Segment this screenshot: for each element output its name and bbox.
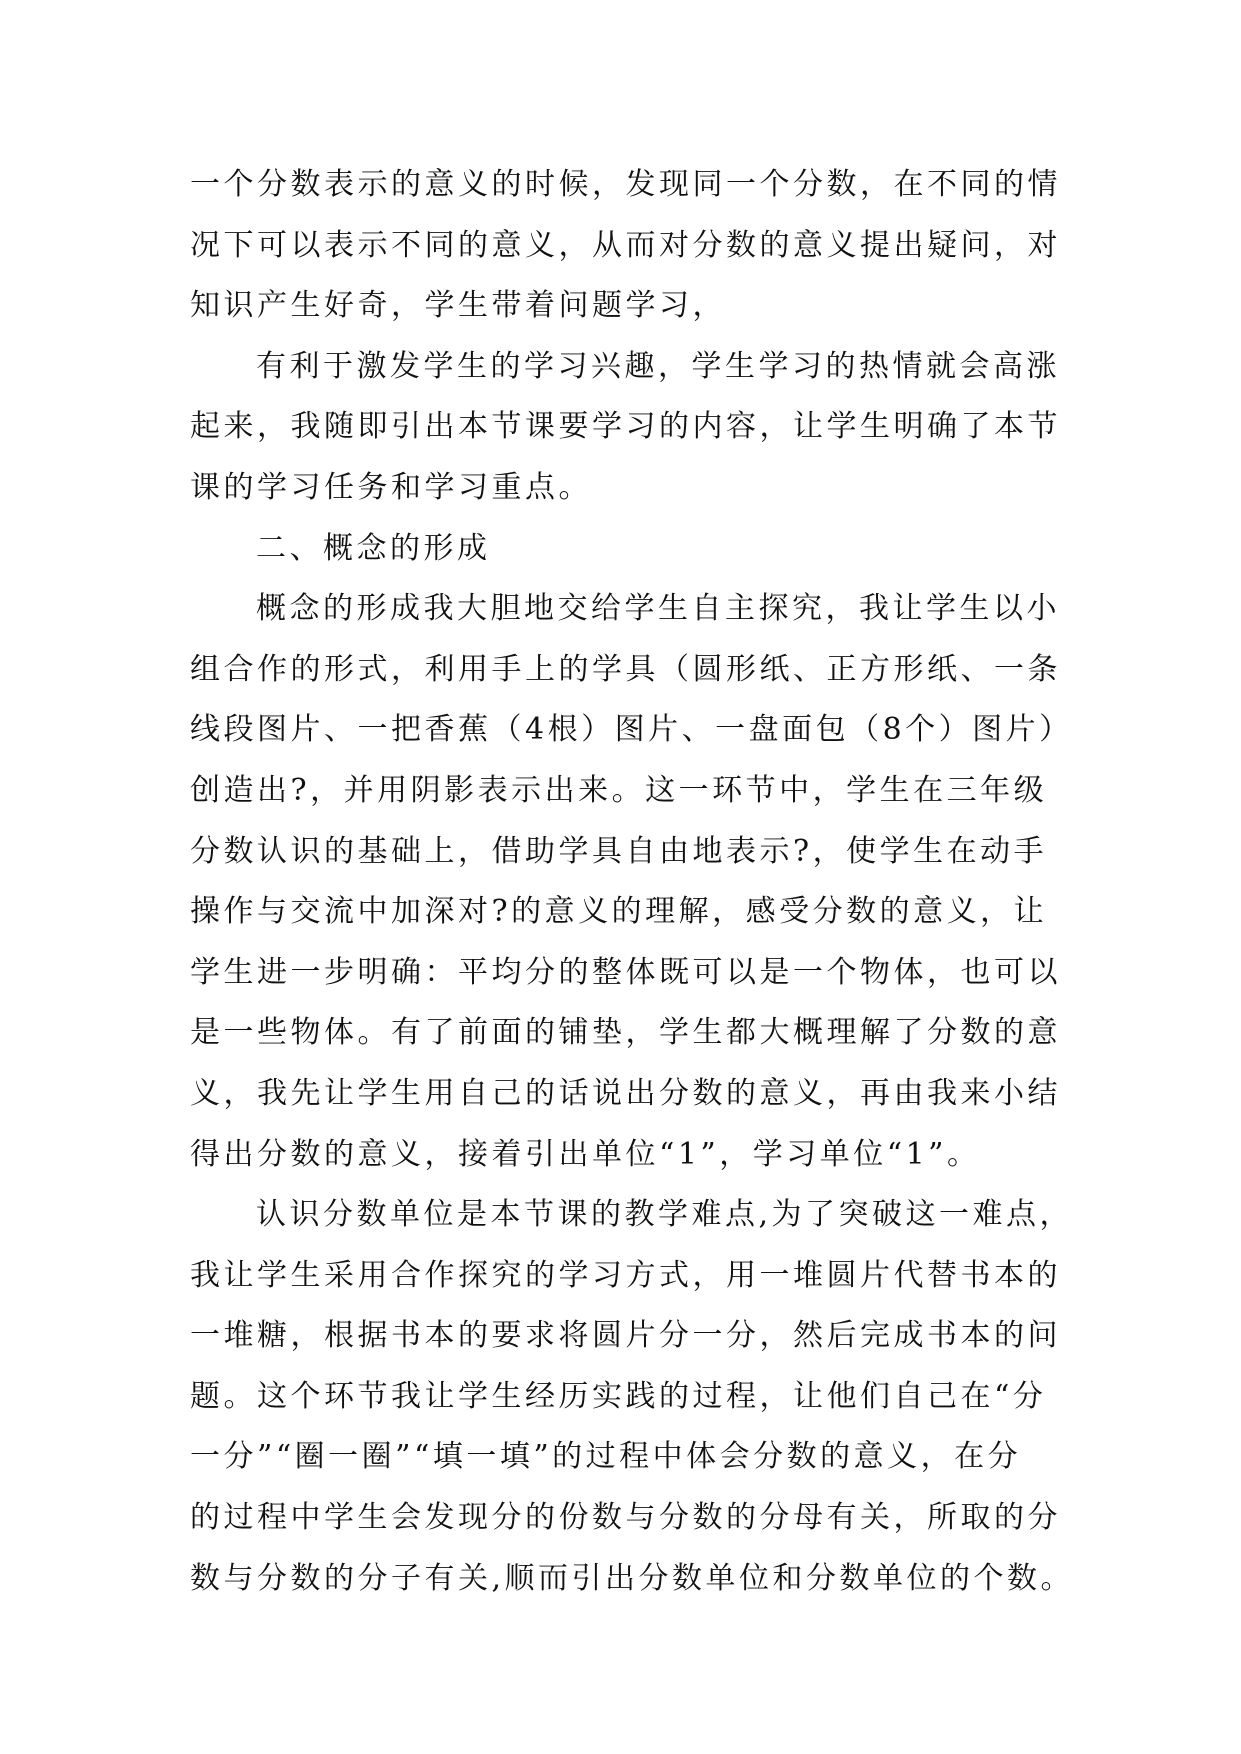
text-line: 数与分数的分子有关,顺而引出分数单位和分数单位的个数。 <box>190 1560 1075 1596</box>
text-line: 分数认识的基础上，借助学具自由地表示?，使学生在动手 <box>190 833 1048 869</box>
text-line: 一个分数表示的意义的时候，发现同一个分数，在不同的情 <box>190 167 1061 202</box>
text-line: 概念的形成我大胆地交给学生自主探究，我让学生以小 <box>256 591 1060 627</box>
text-line: 起来，我随即引出本节课要学习的内容，让学生明确了本节 <box>190 409 1061 445</box>
text-line: 况下可以表示不同的意义，从而对分数的意义提出疑问，对 <box>190 227 1061 263</box>
text-line: 题。这个环节我让学生经历实践的过程，让他们自己在“分 <box>190 1378 1047 1414</box>
text-line: 是一些物体。有了前面的铺垫，学生都大概理解了分数的意 <box>190 1015 1061 1051</box>
text-line: 一分”“圈一圈”“填一填”的过程中体会分数的意义，在分 <box>190 1439 1022 1475</box>
text-line: 一堆糖，根据书本的要求将圆片分一分，然后完成书本的问 <box>190 1318 1061 1354</box>
text-line: 组合作的形式，利用手上的学具（圆形纸、正方形纸、一条 <box>190 651 1061 687</box>
text-line: 义，我先让学生用自己的话说出分数的意义，再由我来小结 <box>190 1075 1061 1111</box>
text-line: 的过程中学生会发现分的份数与分数的分母有关，所取的分 <box>190 1500 1061 1536</box>
text-line: 二、概念的形成 <box>256 530 491 566</box>
text-line: 我让学生采用合作探究的学习方式，用一堆圆片代替书本的 <box>190 1257 1061 1293</box>
text-line: 知识产生好奇，学生带着问题学习， <box>190 288 726 324</box>
text-line: 线段图片、一把香蕉（4根）图片、一盘面包（8个）图片） <box>190 712 1073 748</box>
document-body <box>190 155 1075 1609</box>
text-line: 有利于激发学生的学习兴趣，学生学习的热情就会高涨 <box>256 348 1060 384</box>
text-line: 认识分数单位是本节课的教学难点,为了突破这一难点， <box>256 1197 1074 1233</box>
text-line: 学生进一步明确：平均分的整体既可以是一个物体，也可以 <box>190 954 1061 990</box>
text-line: 课的学习任务和学习重点。 <box>190 469 592 505</box>
text-line: 操作与交流中加深对?的意义的理解，感受分数的意义，让 <box>190 894 1048 930</box>
text-line: 得出分数的意义，接着引出单位“1”，学习单位“1”。 <box>190 1136 981 1172</box>
text-line: 创造出?，并用阴影表示出来。这一环节中，学生在三年级 <box>190 772 1048 808</box>
